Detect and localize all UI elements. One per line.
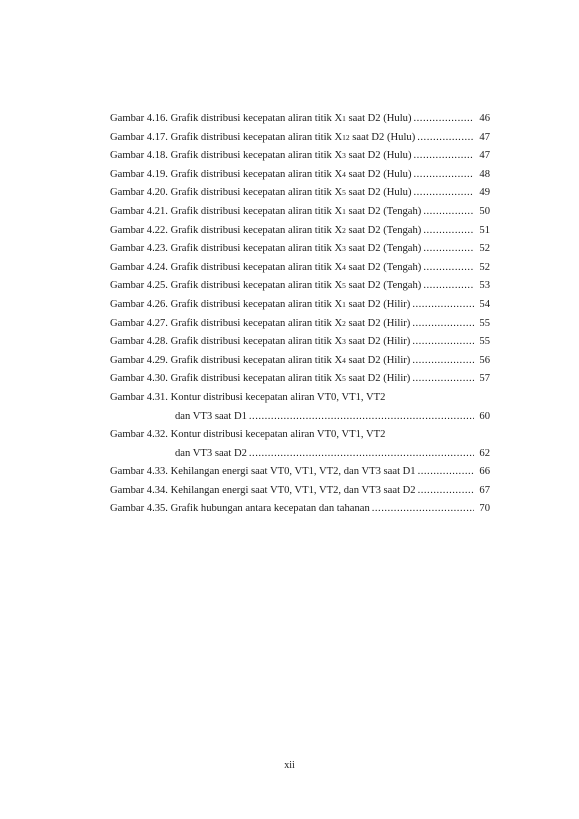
toc-entry (110, 110, 490, 129)
page-number: 46 (479, 113, 490, 124)
toc-entry (110, 333, 490, 352)
entry-text: Gambar 4.26. Grafik distribusi kecepatan aliran titik X1 saat D2 (Hilir) (110, 298, 411, 310)
entry-text: Gambar 4.21. Grafik distribusi kecepatan aliran titik X1 saat D2 (Tengah) (110, 205, 422, 217)
page-number: 49 (479, 187, 490, 199)
toc-entry (110, 370, 490, 389)
leader-dots (414, 110, 475, 129)
page-number: 53 (479, 280, 490, 292)
toc-entry (110, 315, 490, 334)
leader-dots (417, 129, 474, 148)
entry-second-line: dan VT3 saat D1 ..... 60 (110, 408, 490, 427)
page-number: 51 (479, 224, 490, 236)
list-of-figures (110, 110, 490, 519)
leader-dots (412, 315, 474, 334)
leader-dots (423, 222, 474, 241)
leader-dots (423, 240, 474, 259)
toc-entry (110, 166, 490, 185)
entry-second-line: dan VT3 saat D2 ..... 62 (110, 445, 490, 464)
toc-entry (110, 184, 490, 203)
page-number: 47 (479, 131, 490, 143)
entry-text: Gambar 4.23. Grafik distribusi kecepatan aliran titik X3 saat D2 (Tengah) (110, 243, 422, 255)
leader-dots (249, 408, 474, 427)
leader-dots (249, 445, 474, 464)
leader-dots (423, 259, 474, 278)
leader-dots (412, 352, 474, 371)
leader-dots (412, 370, 474, 389)
toc-entry (110, 222, 490, 241)
leader-dots (418, 463, 474, 482)
entry-text: Gambar 4.35. Grafik hubungan antara kecepatan dan tahanan (110, 503, 370, 515)
entry-text: Gambar 4.20. Grafik distribusi kecepatan aliran titik X5 saat D2 (Hulu) (110, 187, 412, 199)
toc-entry (110, 240, 490, 259)
toc-entry (110, 352, 490, 371)
toc-entry (110, 463, 490, 482)
page-number: 66 (479, 466, 490, 478)
page-number: 50 (479, 205, 490, 217)
toc-entry (110, 203, 490, 222)
entry-text: Gambar 4.29. Grafik distribusi kecepatan aliran titik X4 saat D2 (Hilir) (110, 354, 411, 366)
entry-text: Gambar 4.30. Grafik distribusi kecepatan aliran titik X5 saat D2 (Hilir) (110, 373, 411, 385)
toc-entry (110, 259, 490, 278)
entry-text: Gambar 4.28. Grafik distribusi kecepatan aliran titik X3 saat D2 (Hilir) (110, 336, 411, 348)
leader-dots (423, 203, 474, 222)
entry-text: Gambar 4.19. Grafik distribusi kecepatan aliran titik X4 saat D2 (Hulu) (110, 168, 412, 180)
leader-dots (412, 333, 474, 352)
entry-text: Gambar 4.33. Kehilangan energi saat VT0, VT1, VT2, dan VT3 saat D1 (110, 466, 416, 478)
entry-first-line: Gambar 4.32. Kontur distribusi kecepatan aliran VT0, VT1, VT2 (110, 429, 386, 441)
entry-text: Gambar 4.34. Kehilangan energi saat VT0, VT1, VT2, dan VT3 saat D2 (110, 484, 416, 496)
page-number: 70 (479, 503, 490, 515)
entry-text: Gambar 4.16. Grafik distribusi kecepatan aliran titik X1 saat D2 (Hulu) (110, 113, 412, 124)
entry-text: Gambar 4.25. Grafik distribusi kecepatan aliran titik X5 saat D2 (Tengah) (110, 280, 422, 292)
leader-dots (414, 184, 475, 203)
entry-first-line: Gambar 4.31. Kontur distribusi kecepatan aliran VT0, VT1, VT2 (110, 391, 386, 403)
toc-entry (110, 500, 490, 519)
entry-text: Gambar 4.17. Grafik distribusi kecepatan aliran titik X12 saat D2 (Hulu) (110, 131, 416, 143)
page-number: 47 (479, 150, 490, 162)
toc-entry-multiline (110, 426, 490, 463)
toc-entry-multiline (110, 389, 490, 426)
entry-text: Gambar 4.22. Grafik distribusi kecepatan aliran titik X2 saat D2 (Tengah) (110, 224, 422, 236)
leader-dots (414, 147, 475, 166)
toc-entry (110, 147, 490, 166)
toc-entry (110, 482, 490, 501)
leader-dots (372, 500, 474, 519)
toc-entry (110, 129, 490, 148)
page-number: 55 (479, 317, 490, 329)
page-number: 57 (479, 373, 490, 385)
entry-text: Gambar 4.24. Grafik distribusi kecepatan aliran titik X4 saat D2 (Tengah) (110, 261, 422, 273)
page-footer-number: xii (284, 760, 295, 771)
leader-dots (423, 277, 474, 296)
page-number: 48 (479, 168, 490, 180)
leader-dots (418, 482, 474, 501)
page-number: 67 (479, 484, 490, 496)
page-number: 62 (479, 447, 490, 459)
page-number: 52 (479, 261, 490, 273)
leader-dots (414, 166, 475, 185)
page-number: 55 (479, 336, 490, 348)
toc-entry (110, 296, 490, 315)
page-number: 54 (479, 298, 490, 310)
toc-entry (110, 277, 490, 296)
page-number: 60 (479, 410, 490, 422)
entry-text: Gambar 4.27. Grafik distribusi kecepatan aliran titik X2 saat D2 (Hilir) (110, 317, 411, 329)
leader-dots (412, 296, 474, 315)
page-number: 52 (479, 243, 490, 255)
page-number: 56 (479, 354, 490, 366)
entry-text: Gambar 4.18. Grafik distribusi kecepatan aliran titik X3 saat D2 (Hulu) (110, 150, 412, 162)
